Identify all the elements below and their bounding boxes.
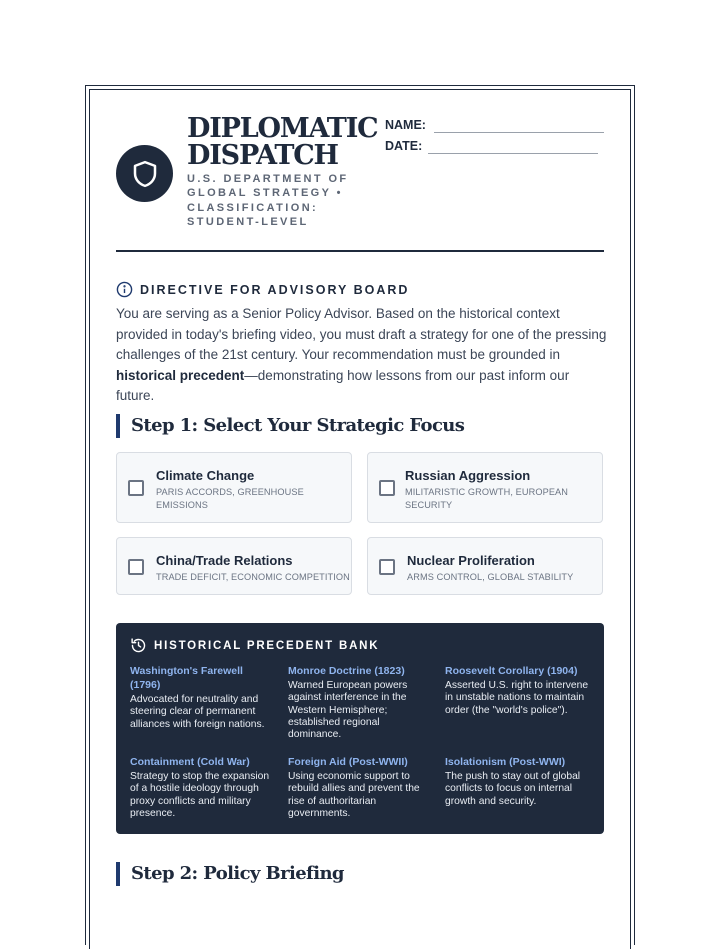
option-china-trade[interactable] [116,537,352,595]
precedent-entry [445,664,595,717]
option-subtitle: TRADE DEFICIT, ECONOMIC COMPETITION [156,572,350,582]
header-divider [116,250,604,252]
page-title: DIPLOMATIC DISPATCH [187,113,378,171]
name-input-line[interactable] [434,132,604,133]
date-input-line[interactable] [428,153,598,154]
precedent-bank [116,623,604,834]
checkbox[interactable] [379,559,395,575]
option-title: Nuclear Proliferation [407,553,535,568]
precedent-description: The push to stay out of global conflicts to focus on internal growth and security. [445,771,581,807]
precedent-title: Containment (Cold War) [130,756,250,768]
history-icon [130,637,147,654]
precedent-entry [288,755,433,820]
name-field [385,118,426,132]
checkbox[interactable] [379,480,395,496]
precedent-entry [130,664,275,731]
precedent-entry [445,755,595,808]
precedent-description: Advocated for neutrality and steering clear of permanent alliances with foreign nations. [130,694,265,730]
step1-heading: Step 1: Select Your Strategic Focus [116,414,464,438]
option-title: China/Trade Relations [156,553,293,568]
option-subtitle: PARIS ACCORDS, GREENHOUSE EMISSIONS [156,487,304,510]
date-label: DATE: [385,139,423,153]
bank-heading [130,637,379,654]
date-field [385,139,422,153]
name-label: NAME: [385,118,426,132]
precedent-description: Using economic support to rebuild allies and prevent the rise of authoritarian governments. [288,771,420,819]
precedent-description: Asserted U.S. right to intervene in unstable nations to maintain order (the "world's police"). [445,680,589,716]
directive-text: You are serving as a Senior Policy Advisor. Based on the historical context provided in today's briefing video, you must draft a strategy for one of the pressing challenges of the 21st century. Your recommendation must be grounded in historical precedent—demonstrating how lessons from our past inform our future. [116,306,607,403]
directive-heading [116,281,409,298]
option-russian-aggression[interactable] [367,452,603,523]
precedent-description: Strategy to stop the expansion of a hostile ideology through proxy conflicts and military presence. [130,771,270,819]
shield-icon [130,159,160,189]
option-title: Russian Aggression [405,468,531,483]
precedent-description: Warned European powers against interference in the Western Hemisphere; established regional dominance. [288,680,408,741]
precedent-entry [288,664,433,741]
option-nuclear-proliferation[interactable] [367,537,603,595]
directive-emphasis: historical precedent [116,367,245,383]
step2-heading: Step 2: Policy Briefing [116,862,344,886]
bank-heading-text: HISTORICAL PRECEDENT BANK [154,639,380,652]
shield-badge [116,145,173,202]
precedent-title: Isolationism (Post-WWI) [445,756,566,768]
option-climate-change[interactable] [116,452,352,523]
option-subtitle: ARMS CONTROL, GLOBAL STABILITY [407,572,574,582]
precedent-title: Roosevelt Corollary (1904) [445,665,578,677]
option-title: Climate Change [156,468,255,483]
info-icon [116,281,133,298]
option-subtitle: MILITARISTIC GROWTH, EUROPEAN SECURITY [405,487,569,510]
directive-heading-text: DIRECTIVE FOR ADVISORY BOARD [140,282,410,297]
page-subtitle: U.S. DEPARTMENT OF GLOBAL STRATEGY • CLASSIFICATION: STUDENT-LEVEL [187,173,349,228]
precedent-title: Monroe Doctrine (1823) [288,665,405,677]
checkbox[interactable] [128,559,144,575]
precedent-title: Foreign Aid (Post-WWII) [288,756,408,768]
checkbox[interactable] [128,480,144,496]
precedent-entry [130,755,275,820]
precedent-title: Washington's Farewell (1796) [130,665,243,691]
